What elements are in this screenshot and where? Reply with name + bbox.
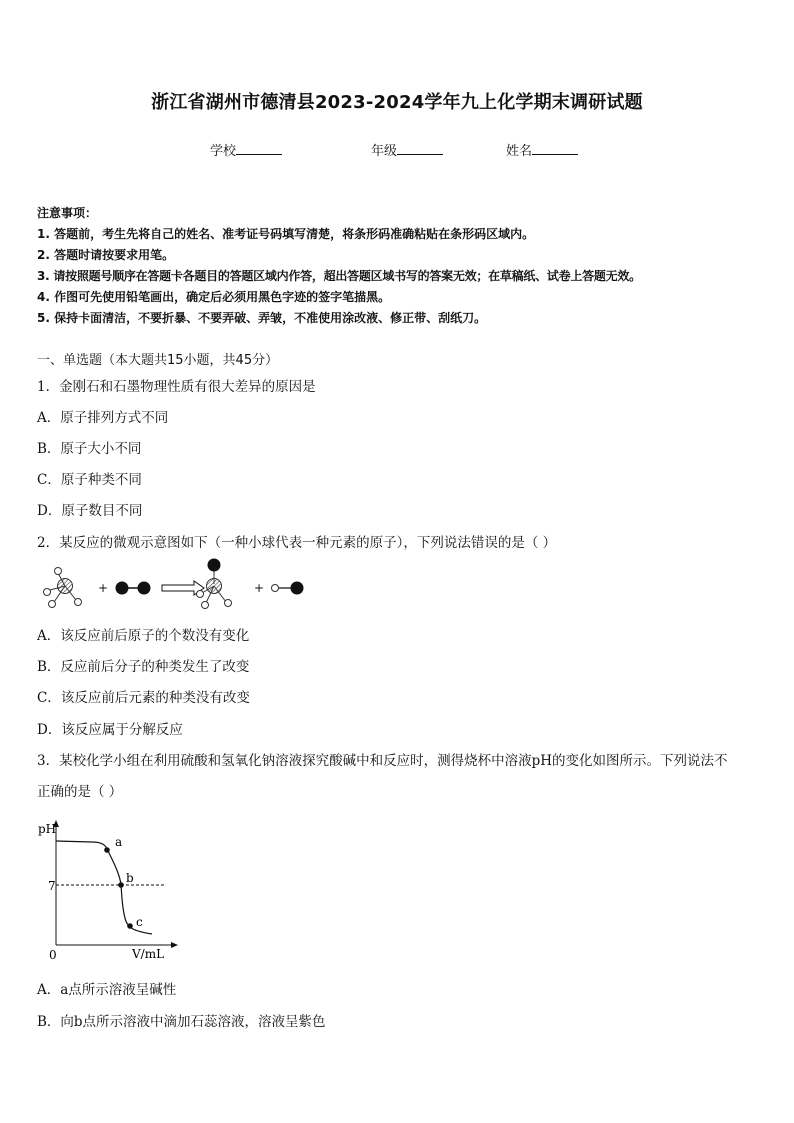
section-heading: 一、单选题（本大题共15小题，共45分）: [37, 353, 279, 368]
grade-blank: [397, 142, 443, 155]
question-2-option-d: D．该反应属于分解反应: [37, 722, 183, 738]
point-c-label: c: [136, 915, 143, 929]
question-3-option-a: A．a点所示溶液呈碱性: [37, 982, 177, 998]
x-axis-label: V/mL: [132, 947, 165, 961]
school-field: [210, 140, 282, 159]
name-blank: [532, 142, 578, 155]
question-1-stem: 1．金刚石和石墨物理性质有很大差异的原因是: [37, 379, 316, 395]
grade-label: 年级: [371, 144, 398, 159]
point-b: [118, 882, 124, 888]
question-3-stem-line-1: 3．某校化学小组在利用硫酸和氢氧化钠溶液探究酸碱中和反应时，测得烧杯中溶液pH的变化如图所示。下列说法不: [37, 753, 728, 769]
reaction-diagram: [36, 556, 326, 614]
notice-heading: 注意事项：: [37, 206, 98, 220]
product-molecule-1: [197, 559, 232, 609]
question-1-option-a: A．原子排列方式不同: [37, 410, 169, 426]
question-3-stem-line-2: 正确的是（ ）: [37, 784, 123, 800]
question-2-option-c: C．该反应前后元素的种类没有改变: [37, 690, 250, 706]
reactant-molecule-1: [44, 568, 82, 608]
ph-chart: [34, 815, 184, 965]
question-2-option-a: A．该反应前后原子的个数没有变化: [37, 628, 250, 644]
school-label: 学校: [210, 144, 237, 159]
notice-item: 1. 答题前，考生先将自己的姓名、准考证号码填写清楚，将条形码准确粘贴在条形码区域内。: [37, 227, 535, 241]
y-axis-label: pH: [38, 822, 57, 836]
y-tick-label: 7: [48, 879, 56, 893]
point-a: [104, 847, 110, 853]
point-b-label: b: [126, 871, 134, 885]
name-label: 姓名: [506, 144, 533, 159]
origin-label: 0: [49, 948, 57, 962]
plus-sign: +: [254, 581, 265, 595]
question-1-option-b: B．原子大小不同: [37, 441, 142, 457]
question-3-option-b: B．向b点所示溶液中滴加石蕊溶液，溶液呈紫色: [37, 1014, 326, 1030]
school-blank: [236, 142, 282, 155]
notice-item: 2. 答题时请按要求用笔。: [37, 248, 175, 262]
notice-item: 5. 保持卡面清洁，不要折暴、不要弄破、弄皱，不准使用涂改液、修正带、刮纸刀。: [37, 311, 487, 325]
plus-sign: +: [98, 581, 109, 595]
point-c: [127, 923, 133, 929]
notice-item: 3. 请按照题号顺序在答题卡各题目的答题区域内作答，超出答题区域书写的答案无效；在草稿纸、试卷上答题无效。: [37, 269, 641, 283]
point-a-label: a: [115, 835, 123, 849]
question-1-option-d: D．原子数目不同: [37, 503, 143, 519]
x-axis-arrow: [171, 942, 178, 948]
question-1-option-c: C．原子种类不同: [37, 472, 142, 488]
question-2-stem: 2．某反应的微观示意图如下（一种小球代表一种元素的原子），下列说法错误的是（ ）: [37, 535, 557, 551]
product-molecule-2: [272, 582, 304, 595]
notice-item: 4. 作图可先使用铅笔画出，确定后必须用黑色字迹的签字笔描黑。: [37, 290, 391, 304]
grade-field: [371, 140, 443, 159]
page-title: 浙江省湖州市德清县2023-2024学年九上化学期末调研试题: [151, 92, 643, 113]
name-field: [506, 140, 578, 159]
reactant-molecule-2: [116, 582, 151, 595]
question-2-option-b: B．反应前后分子的种类发生了改变: [37, 659, 250, 675]
